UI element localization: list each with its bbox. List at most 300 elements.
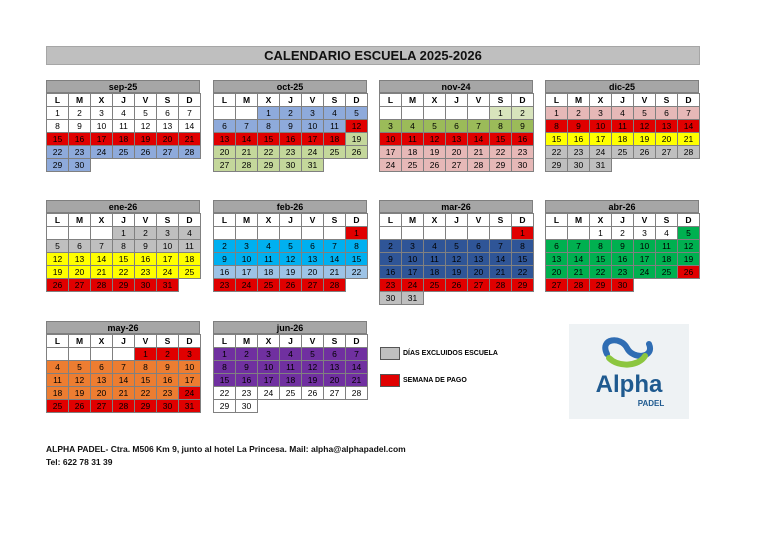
day-cell: 7	[345, 347, 368, 361]
day-cell: 11	[178, 239, 201, 253]
month-calendar	[213, 200, 367, 291]
weekday-header: V	[301, 93, 324, 107]
day-cell: 19	[345, 132, 368, 146]
day-cell: 15	[511, 252, 534, 266]
day-cell: 26	[134, 145, 157, 159]
month-days	[545, 213, 699, 291]
day-cell: 22	[589, 265, 612, 279]
day-cell: 28	[489, 278, 512, 292]
weekday-header: V	[134, 93, 157, 107]
day-cell: 5	[279, 239, 302, 253]
day-cell: 22	[257, 145, 280, 159]
day-cell: 2	[511, 106, 534, 120]
day-cell-empty	[401, 106, 424, 120]
month-calendar	[545, 200, 699, 291]
day-cell: 7	[677, 106, 700, 120]
day-cell: 30	[567, 158, 590, 172]
day-cell: 23	[379, 278, 402, 292]
month-calendar	[46, 80, 200, 171]
month-calendar	[213, 321, 367, 412]
day-cell: 7	[567, 239, 590, 253]
weekday-header: M	[68, 334, 91, 348]
day-cell: 1	[345, 226, 368, 240]
day-cell: 21	[112, 386, 135, 400]
day-cell: 26	[445, 278, 468, 292]
day-cell-empty	[423, 106, 446, 120]
day-cell: 21	[90, 265, 113, 279]
day-cell: 16	[156, 373, 179, 387]
day-cell: 29	[257, 158, 280, 172]
day-cell: 10	[589, 119, 612, 133]
day-cell-empty	[90, 226, 113, 240]
day-cell: 14	[90, 252, 113, 266]
day-cell: 22	[345, 265, 368, 279]
day-cell: 25	[112, 145, 135, 159]
day-cell: 16	[511, 132, 534, 146]
day-cell: 12	[445, 252, 468, 266]
day-cell: 4	[178, 226, 201, 240]
day-cell: 11	[112, 119, 135, 133]
month-calendar	[379, 200, 533, 304]
day-cell: 4	[279, 347, 302, 361]
day-cell: 3	[379, 119, 402, 133]
day-cell: 22	[134, 386, 157, 400]
weekday-header: L	[213, 213, 236, 227]
weekday-header: D	[511, 93, 534, 107]
weekday-header: V	[134, 334, 157, 348]
day-cell: 22	[511, 265, 534, 279]
weekday-header: J	[279, 334, 302, 348]
weekday-header: M	[401, 213, 424, 227]
day-cell: 14	[489, 252, 512, 266]
day-cell: 4	[257, 239, 280, 253]
day-cell: 27	[156, 145, 179, 159]
day-cell: 31	[301, 158, 324, 172]
day-cell-empty	[401, 226, 424, 240]
weekday-header: S	[156, 93, 179, 107]
day-cell: 5	[134, 106, 157, 120]
weekday-header: X	[257, 213, 280, 227]
weekday-header: L	[46, 334, 69, 348]
day-cell: 29	[511, 278, 534, 292]
day-cell: 2	[611, 226, 634, 240]
month-days	[46, 334, 200, 412]
day-cell: 6	[90, 360, 113, 374]
day-cell: 5	[445, 239, 468, 253]
day-cell: 8	[112, 239, 135, 253]
day-cell: 30	[156, 399, 179, 413]
day-cell: 13	[301, 252, 324, 266]
day-cell: 18	[46, 386, 69, 400]
weekday-header: M	[235, 93, 258, 107]
day-cell: 21	[489, 265, 512, 279]
day-cell-empty	[68, 347, 91, 361]
day-cell: 14	[345, 360, 368, 374]
day-cell: 13	[323, 360, 346, 374]
day-cell: 4	[323, 106, 346, 120]
weekday-header: X	[589, 213, 612, 227]
day-cell: 10	[301, 119, 324, 133]
day-cell: 11	[655, 239, 678, 253]
weekday-header: D	[178, 334, 201, 348]
day-cell: 3	[257, 347, 280, 361]
day-cell-empty	[301, 226, 324, 240]
weekday-header: X	[589, 93, 612, 107]
day-cell: 22	[112, 265, 135, 279]
day-cell: 24	[301, 145, 324, 159]
day-cell: 24	[633, 265, 656, 279]
day-cell: 20	[545, 265, 568, 279]
weekday-header: X	[90, 93, 113, 107]
day-cell: 12	[423, 132, 446, 146]
alpha-padel-logo	[569, 324, 689, 419]
day-cell: 28	[467, 158, 490, 172]
day-cell: 21	[567, 265, 590, 279]
day-cell: 15	[589, 252, 612, 266]
day-cell: 28	[345, 386, 368, 400]
day-cell: 24	[156, 265, 179, 279]
day-cell: 1	[489, 106, 512, 120]
day-cell: 24	[379, 158, 402, 172]
day-cell: 16	[379, 265, 402, 279]
day-cell: 20	[655, 132, 678, 146]
day-cell: 17	[633, 252, 656, 266]
day-cell: 1	[589, 226, 612, 240]
day-cell: 30	[611, 278, 634, 292]
day-cell: 18	[423, 265, 446, 279]
day-cell: 20	[323, 373, 346, 387]
month-days	[545, 93, 699, 171]
weekday-header: X	[257, 334, 280, 348]
day-cell-empty	[445, 226, 468, 240]
day-cell: 13	[545, 252, 568, 266]
day-cell: 6	[545, 239, 568, 253]
day-cell: 23	[511, 145, 534, 159]
day-cell: 27	[655, 145, 678, 159]
weekday-header: J	[112, 334, 135, 348]
day-cell: 27	[90, 399, 113, 413]
day-cell: 16	[567, 132, 590, 146]
day-cell: 27	[445, 158, 468, 172]
day-cell: 19	[677, 252, 700, 266]
weekday-header: V	[633, 213, 656, 227]
day-cell: 26	[423, 158, 446, 172]
day-cell: 18	[655, 252, 678, 266]
weekday-header: S	[156, 334, 179, 348]
day-cell: 11	[611, 119, 634, 133]
day-cell: 17	[589, 132, 612, 146]
day-cell: 15	[345, 252, 368, 266]
day-cell: 15	[257, 132, 280, 146]
day-cell: 14	[467, 132, 490, 146]
day-cell: 11	[46, 373, 69, 387]
day-cell: 19	[633, 132, 656, 146]
day-cell: 21	[677, 132, 700, 146]
day-cell: 23	[611, 265, 634, 279]
day-cell: 25	[257, 278, 280, 292]
day-cell: 11	[257, 252, 280, 266]
day-cell: 15	[489, 132, 512, 146]
day-cell-empty	[112, 347, 135, 361]
day-cell: 14	[112, 373, 135, 387]
day-cell: 28	[112, 399, 135, 413]
day-cell: 22	[545, 145, 568, 159]
day-cell: 26	[301, 386, 324, 400]
weekday-header: S	[323, 93, 346, 107]
day-cell: 30	[68, 158, 91, 172]
day-cell: 6	[467, 239, 490, 253]
day-cell: 16	[279, 132, 302, 146]
day-cell: 28	[567, 278, 590, 292]
day-cell: 19	[301, 373, 324, 387]
month-calendar	[379, 80, 533, 171]
day-cell: 9	[235, 360, 258, 374]
day-cell: 15	[134, 373, 157, 387]
day-cell-empty	[545, 226, 568, 240]
day-cell: 20	[68, 265, 91, 279]
day-cell: 31	[178, 399, 201, 413]
day-cell: 1	[511, 226, 534, 240]
legend-swatch-gray	[380, 347, 400, 360]
weekday-header: S	[489, 213, 512, 227]
day-cell-empty	[46, 347, 69, 361]
day-cell: 13	[68, 252, 91, 266]
day-cell: 28	[90, 278, 113, 292]
weekday-header: L	[213, 334, 236, 348]
day-cell: 19	[279, 265, 302, 279]
day-cell: 2	[68, 106, 91, 120]
day-cell: 8	[545, 119, 568, 133]
day-cell: 1	[112, 226, 135, 240]
day-cell: 9	[611, 239, 634, 253]
weekday-header: D	[345, 93, 368, 107]
day-cell: 2	[235, 347, 258, 361]
day-cell: 10	[379, 132, 402, 146]
day-cell: 24	[90, 145, 113, 159]
day-cell: 7	[178, 106, 201, 120]
day-cell: 23	[213, 278, 236, 292]
day-cell: 2	[279, 106, 302, 120]
day-cell: 1	[134, 347, 157, 361]
day-cell: 25	[611, 145, 634, 159]
day-cell: 15	[46, 132, 69, 146]
day-cell: 31	[156, 278, 179, 292]
day-cell-empty	[323, 226, 346, 240]
day-cell-empty	[489, 226, 512, 240]
day-cell: 30	[511, 158, 534, 172]
day-cell: 13	[655, 119, 678, 133]
footer-address: ALPHA PADEL- Ctra. M506 Km 9, junto al hotel La Princesa. Mail: alpha@alphapadel.com	[46, 444, 406, 454]
day-cell: 17	[235, 265, 258, 279]
day-cell: 29	[545, 158, 568, 172]
weekday-header: X	[90, 213, 113, 227]
day-cell: 27	[467, 278, 490, 292]
day-cell: 16	[68, 132, 91, 146]
weekday-header: L	[545, 213, 568, 227]
day-cell: 25	[323, 145, 346, 159]
day-cell: 18	[401, 145, 424, 159]
weekday-header: M	[235, 213, 258, 227]
day-cell: 27	[68, 278, 91, 292]
day-cell: 21	[235, 145, 258, 159]
day-cell: 29	[46, 158, 69, 172]
weekday-header: J	[112, 213, 135, 227]
day-cell: 21	[323, 265, 346, 279]
day-cell: 22	[489, 145, 512, 159]
month-calendar	[46, 321, 200, 412]
weekday-header: D	[345, 334, 368, 348]
month-name: oct-25	[213, 80, 367, 93]
weekday-header: X	[90, 334, 113, 348]
day-cell: 8	[511, 239, 534, 253]
day-cell: 10	[90, 119, 113, 133]
day-cell: 15	[213, 373, 236, 387]
day-cell: 19	[68, 386, 91, 400]
weekday-header: J	[279, 213, 302, 227]
day-cell: 25	[401, 158, 424, 172]
day-cell: 6	[156, 106, 179, 120]
day-cell: 7	[90, 239, 113, 253]
day-cell: 23	[134, 265, 157, 279]
weekday-header: D	[511, 213, 534, 227]
day-cell: 8	[589, 239, 612, 253]
day-cell: 6	[655, 106, 678, 120]
day-cell: 14	[235, 132, 258, 146]
day-cell: 8	[213, 360, 236, 374]
weekday-header: V	[633, 93, 656, 107]
weekday-header: J	[279, 93, 302, 107]
day-cell: 19	[134, 132, 157, 146]
weekday-header: S	[156, 213, 179, 227]
day-cell: 26	[68, 399, 91, 413]
weekday-header: X	[257, 93, 280, 107]
day-cell: 4	[655, 226, 678, 240]
day-cell: 9	[68, 119, 91, 133]
day-cell: 5	[677, 226, 700, 240]
day-cell: 5	[345, 106, 368, 120]
day-cell: 8	[257, 119, 280, 133]
weekday-header: J	[445, 93, 468, 107]
day-cell: 24	[401, 278, 424, 292]
day-cell: 8	[345, 239, 368, 253]
day-cell: 3	[235, 239, 258, 253]
weekday-header: V	[134, 213, 157, 227]
day-cell: 18	[178, 252, 201, 266]
day-cell: 28	[677, 145, 700, 159]
day-cell: 11	[423, 252, 446, 266]
day-cell: 6	[301, 239, 324, 253]
day-cell: 29	[134, 399, 157, 413]
day-cell-empty	[235, 226, 258, 240]
day-cell: 24	[235, 278, 258, 292]
day-cell: 2	[379, 239, 402, 253]
day-cell: 4	[423, 239, 446, 253]
day-cell: 17	[178, 373, 201, 387]
day-cell: 4	[401, 119, 424, 133]
day-cell: 22	[213, 386, 236, 400]
month-calendar	[545, 80, 699, 171]
day-cell: 17	[156, 252, 179, 266]
day-cell: 17	[90, 132, 113, 146]
day-cell: 4	[112, 106, 135, 120]
footer-phone: Tel: 622 78 31 39	[46, 457, 113, 467]
day-cell: 3	[589, 106, 612, 120]
day-cell: 6	[445, 119, 468, 133]
day-cell: 12	[46, 252, 69, 266]
day-cell: 30	[235, 399, 258, 413]
day-cell-empty	[46, 226, 69, 240]
weekday-header: L	[545, 93, 568, 107]
month-name: sep-25	[46, 80, 200, 93]
day-cell: 11	[401, 132, 424, 146]
day-cell: 28	[178, 145, 201, 159]
day-cell: 5	[301, 347, 324, 361]
day-cell: 26	[677, 265, 700, 279]
day-cell: 20	[156, 132, 179, 146]
weekday-header: J	[611, 213, 634, 227]
month-days	[379, 213, 533, 304]
logo-brand: Alpha	[595, 371, 663, 398]
day-cell: 11	[279, 360, 302, 374]
day-cell: 30	[379, 291, 402, 305]
month-days	[213, 334, 367, 412]
day-cell: 27	[301, 278, 324, 292]
day-cell: 16	[235, 373, 258, 387]
month-name: mar-26	[379, 200, 533, 213]
day-cell: 12	[134, 119, 157, 133]
day-cell: 22	[46, 145, 69, 159]
month-name: dic-25	[545, 80, 699, 93]
day-cell: 30	[134, 278, 157, 292]
month-name: nov-24	[379, 80, 533, 93]
weekday-header: D	[677, 93, 700, 107]
day-cell: 4	[611, 106, 634, 120]
day-cell: 14	[677, 119, 700, 133]
day-cell: 10	[633, 239, 656, 253]
logo-sub: PADEL	[637, 399, 665, 408]
day-cell: 16	[213, 265, 236, 279]
weekday-header: J	[112, 93, 135, 107]
day-cell: 21	[467, 145, 490, 159]
day-cell: 2	[213, 239, 236, 253]
day-cell: 6	[68, 239, 91, 253]
day-cell: 12	[279, 252, 302, 266]
day-cell: 3	[156, 226, 179, 240]
day-cell: 20	[90, 386, 113, 400]
weekday-header: V	[467, 213, 490, 227]
day-cell: 2	[156, 347, 179, 361]
day-cell: 13	[156, 119, 179, 133]
legend-excluded	[380, 347, 498, 360]
day-cell: 16	[611, 252, 634, 266]
day-cell: 19	[46, 265, 69, 279]
day-cell: 3	[178, 347, 201, 361]
day-cell: 25	[46, 399, 69, 413]
weekday-header: V	[301, 334, 324, 348]
weekday-header: D	[178, 93, 201, 107]
day-cell: 9	[279, 119, 302, 133]
day-cell-empty	[467, 226, 490, 240]
day-cell: 18	[112, 132, 135, 146]
day-cell: 20	[445, 145, 468, 159]
day-cell: 13	[445, 132, 468, 146]
day-cell: 3	[90, 106, 113, 120]
day-cell: 13	[90, 373, 113, 387]
month-calendar	[46, 200, 200, 291]
day-cell-empty	[213, 226, 236, 240]
day-cell: 26	[633, 145, 656, 159]
page-title: CALENDARIO ESCUELA 2025-2026	[46, 46, 700, 65]
